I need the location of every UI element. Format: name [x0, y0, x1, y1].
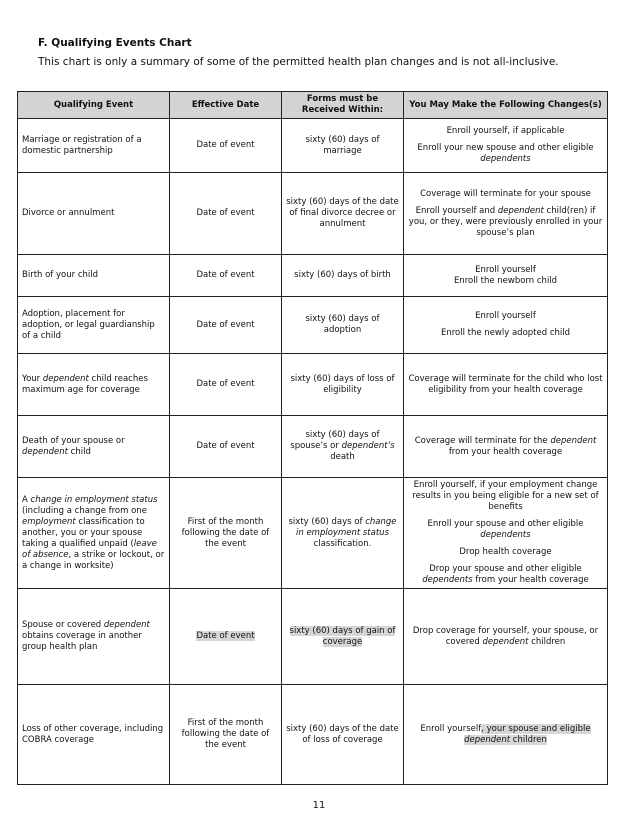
allowed-changes-cell — [404, 173, 608, 255]
table-row — [18, 354, 608, 416]
effective-date-cell: Date of event — [170, 354, 282, 416]
allowed-changes-cell — [404, 255, 608, 297]
header-effective-date: Effective Date — [170, 92, 282, 119]
forms-deadline-cell: sixty (60) days of gain of coverage — [282, 589, 404, 685]
effective-date-cell: Date of event — [170, 297, 282, 354]
table-row — [18, 173, 608, 255]
change-item: Drop health coverage — [459, 547, 552, 558]
allowed-changes-cell — [404, 589, 608, 685]
change-item: Enroll yourself — [475, 311, 536, 322]
allowed-changes-cell — [404, 416, 608, 478]
change-item: Enroll the newly adopted child — [440, 328, 571, 339]
change-item: Coverage will terminate for the dependent from your health coverage — [414, 435, 597, 457]
effective-date-cell: Date of event — [170, 119, 282, 173]
effective-date-cell: First of the month following the date of the event — [170, 478, 282, 589]
forms-deadline-cell: sixty (60) days of the date of final divorce decree or annulment — [282, 173, 404, 255]
qualifying-event-cell: Adoption, placement for adoption, or legal guardianship of a child — [18, 297, 170, 354]
effective-date-cell: Date of event — [170, 173, 282, 255]
change-item: Drop your spouse and other eligible dependents from your health coverage — [422, 564, 589, 586]
allowed-changes-cell — [404, 478, 608, 589]
qualifying-event-cell: Marriage or registration of a domestic partnership — [18, 119, 170, 173]
header-forms-received: Forms must be Received Within: — [282, 92, 404, 119]
effective-date-cell: Date of event — [170, 255, 282, 297]
allowed-changes-cell — [404, 685, 608, 785]
qualifying-event-cell: A change in employment status (including a change from one employment classification to another, you or your spouse taking a qualified unpaid (leave of absence, a strike or lockout, or a change in worksite) — [18, 478, 170, 589]
table-row — [18, 255, 608, 297]
forms-deadline-cell: sixty (60) days of change in employment status classification. — [282, 478, 404, 589]
change-item: Enroll yourself, if your employment change results in you being eligible for a new set of benefits — [412, 480, 599, 513]
table-header-row — [18, 92, 608, 119]
change-item: Enroll your new spouse and other eligible dependents — [417, 143, 594, 165]
table-row — [18, 478, 608, 589]
change-item: Enroll the newborn child — [453, 275, 558, 286]
qualifying-event-cell: Spouse or covered dependent obtains coverage in another group health plan — [18, 589, 170, 685]
section-heading: F. Qualifying Events Chart — [38, 37, 192, 49]
effective-date-cell: First of the month following the date of the event — [170, 685, 282, 785]
qualifying-event-cell: Your dependent child reaches maximum age for coverage — [18, 354, 170, 416]
section-intro: This chart is only a summary of some of the permitted health plan changes and is not all-inclusive. — [38, 56, 559, 68]
change-item: Coverage will terminate for the child who lost eligibility from your health coverage — [408, 373, 603, 395]
change-item: Enroll yourself and dependent child(ren) if you, or they, were previously enrolled in your spouse’s plan — [408, 205, 603, 238]
change-item: Enroll yourself, your spouse and eligible dependent children — [420, 723, 591, 745]
forms-deadline-cell: sixty (60) days of marriage — [282, 119, 404, 173]
change-item: Enroll yourself — [475, 264, 536, 275]
table-row — [18, 416, 608, 478]
forms-deadline-cell: sixty (60) days of loss of eligibility — [282, 354, 404, 416]
forms-deadline-cell: sixty (60) days of birth — [282, 255, 404, 297]
table-row — [18, 297, 608, 354]
change-item: Coverage will terminate for your spouse — [420, 188, 591, 199]
qualifying-event-cell: Birth of your child — [18, 255, 170, 297]
change-item: Enroll your spouse and other eligible dependents — [427, 519, 584, 541]
qualifying-events-table — [17, 91, 608, 785]
table-row — [18, 685, 608, 785]
forms-deadline-cell: sixty (60) days of adoption — [282, 297, 404, 354]
allowed-changes-cell — [404, 297, 608, 354]
allowed-changes-cell — [404, 354, 608, 416]
table-row — [18, 119, 608, 173]
effective-date-cell: Date of event — [170, 589, 282, 685]
change-item: Drop coverage for yourself, your spouse, or covered dependent children — [412, 625, 599, 647]
header-qualifying-event: Qualifying Event — [18, 92, 170, 119]
change-item: Enroll yourself, if applicable — [446, 126, 565, 137]
qualifying-event-cell: Divorce or annulment — [18, 173, 170, 255]
qualifying-event-cell: Loss of other coverage, including COBRA coverage — [18, 685, 170, 785]
effective-date-cell: Date of event — [170, 416, 282, 478]
allowed-changes-cell — [404, 119, 608, 173]
header-changes: You May Make the Following Changes(s) — [404, 92, 608, 119]
table-row — [18, 589, 608, 685]
qualifying-event-cell: Death of your spouse or dependent child — [18, 416, 170, 478]
page-number: 11 — [312, 800, 326, 811]
forms-deadline-cell: sixty (60) days of the date of loss of coverage — [282, 685, 404, 785]
forms-deadline-cell: sixty (60) days of spouse’s or dependent’s death — [282, 416, 404, 478]
